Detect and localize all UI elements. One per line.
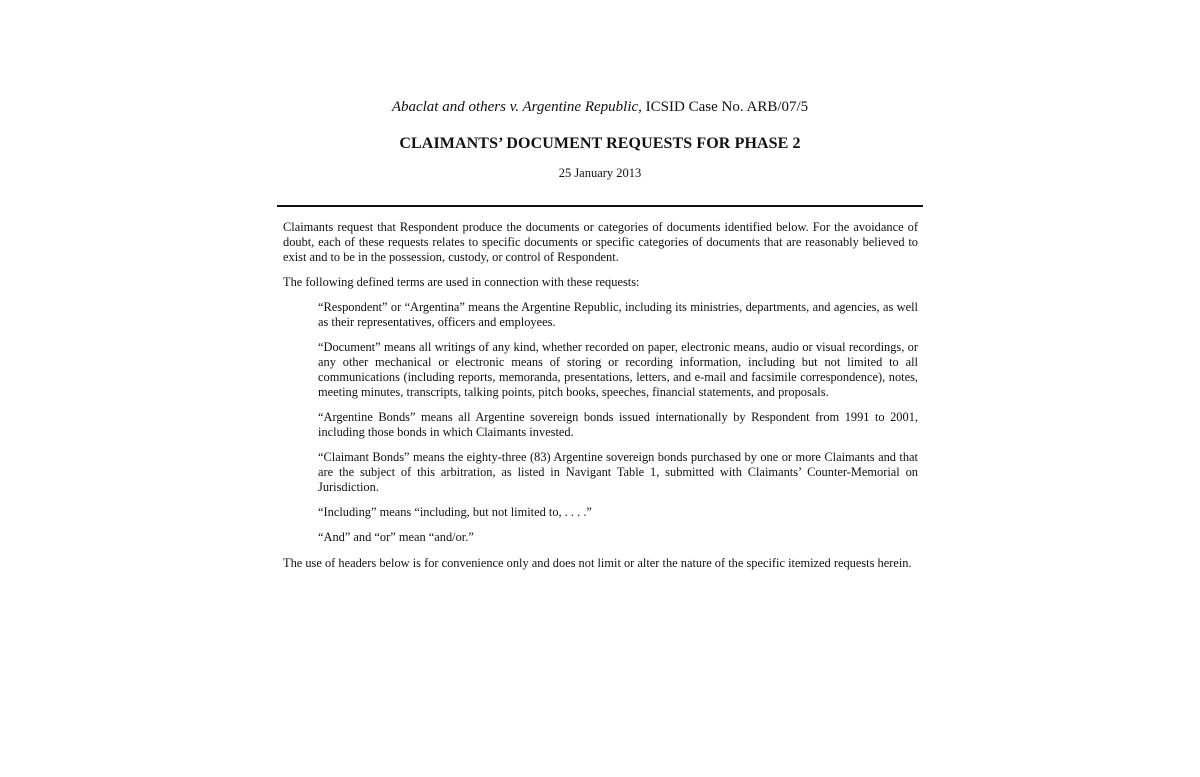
defined-terms-lead: The following defined terms are used in connection with these requests: <box>283 275 640 289</box>
definition-respondent: “Respondent” or “Argentina” means the Argentine Republic, including its ministries, departments, and agencies, as well as their representatives, officers and employees. <box>318 300 918 329</box>
definition-document: “Document” means all writings of any kind, whether recorded on paper, electronic means, audio or visual recordings, or any other mechanical or electronic means of storing or recording information, including but not limited to all communications (including reports, memoranda, presentations, letters, and e-mail and facsimile correspondence), notes, meeting minutes, transcripts, talking points, pitch books, speeches, financial statements, and proposals. <box>318 340 918 399</box>
definitions-list <box>318 300 918 545</box>
case-caption <box>0 97 1200 117</box>
document-body <box>283 220 918 581</box>
definition-argentine-bonds: “Argentine Bonds” means all Argentine sovereign bonds issued internationally by Respondent from 1991 to 2001, including those bonds in which Claimants invested. <box>318 410 918 439</box>
case-name: Abaclat and others v. Argentine Republic <box>391 99 639 115</box>
document-date: 25 January 2013 <box>558 166 642 180</box>
document-title: CLAIMANTS’ DOCUMENT REQUESTS FOR PHASE 2 <box>399 135 801 152</box>
intro-paragraph: Claimants request that Respondent produce the documents or categories of documents identified below. For the avoidance of doubt, each of these requests relates to specific documents or specific categories of documents that are reasonably believed to exist and to be in the possession, custody, or control of Respondent. <box>283 220 918 264</box>
closing-paragraph: The use of headers below is for convenience only and does not limit or alter the nature of the specific itemized requests herein. <box>283 556 912 570</box>
horizontal-rule <box>277 205 923 207</box>
definition-claimant-bonds: “Claimant Bonds” means the eighty-three (83) Argentine sovereign bonds purchased by one or more Claimants and that are the subject of this arbitration, as listed in Navigant Table 1, submitted with Claimants’ Counter-Memorial on Jurisdiction. <box>318 450 918 494</box>
case-number: , ICSID Case No. ARB/07/5 <box>638 99 809 115</box>
definition-and-or: “And” and “or” mean “and/or.” <box>318 530 474 544</box>
definition-including: “Including” means “including, but not limited to, . . . .” <box>318 505 592 519</box>
